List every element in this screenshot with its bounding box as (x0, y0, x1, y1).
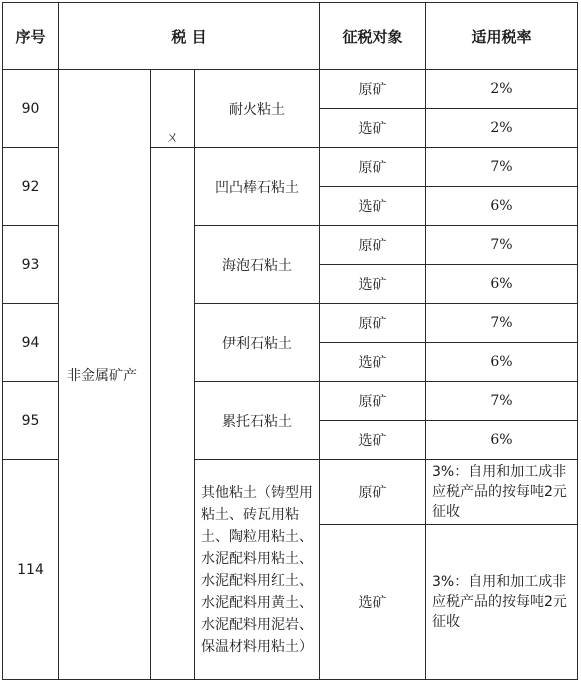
table-row (3, 70, 578, 109)
header-item: 税 目 (59, 3, 320, 70)
rate-cell: 7% (426, 226, 578, 265)
subcategory-mark: ㄨ (151, 70, 195, 148)
rate-cell: 7% (426, 304, 578, 343)
rate-cell: 6% (426, 265, 578, 304)
object-cell: 原矿 (320, 148, 426, 187)
seq-cell: 95 (3, 382, 59, 460)
object-cell: 原矿 (320, 460, 426, 525)
tax-rate-table (2, 2, 578, 680)
object-cell: 选矿 (320, 421, 426, 460)
item-name-cell: 伊利石粘土 (195, 304, 320, 382)
object-cell: 选矿 (320, 265, 426, 304)
object-cell: 选矿 (320, 525, 426, 680)
rate-cell: 3%：自用和加工成非应税产品的按每吨2元征收 (426, 525, 578, 680)
item-name-cell: 耐火粘土 (195, 70, 320, 148)
header-seq: 序号 (3, 3, 59, 70)
seq-cell: 93 (3, 226, 59, 304)
item-name-cell: 凹凸棒石粘土 (195, 148, 320, 226)
category-cell: 非金属矿产 (59, 70, 151, 680)
object-cell: 原矿 (320, 226, 426, 265)
rate-cell: 7% (426, 382, 578, 421)
header-row (3, 3, 578, 70)
item-name-cell: 其他粘土（铸型用粘土、砖瓦用粘土、陶粒用粘土、水泥配料用粘土、水泥配料用红土、水泥配料用黄土、水泥配料用泥岩、保温材料用粘土） (195, 460, 320, 680)
object-cell: 原矿 (320, 304, 426, 343)
item-name-cell: 累托石粘土 (195, 382, 320, 460)
item-name-cell: 海泡石粘土 (195, 226, 320, 304)
object-cell: 选矿 (320, 109, 426, 148)
rate-cell: 2% (426, 70, 578, 109)
rate-cell: 6% (426, 343, 578, 382)
rate-cell: 2% (426, 109, 578, 148)
object-cell: 选矿 (320, 343, 426, 382)
seq-cell: 92 (3, 148, 59, 226)
rate-cell: 6% (426, 421, 578, 460)
rate-cell: 6% (426, 187, 578, 226)
object-cell: 原矿 (320, 382, 426, 421)
object-cell: 原矿 (320, 70, 426, 109)
seq-cell: 114 (3, 460, 59, 680)
rate-cell: 7% (426, 148, 578, 187)
rate-cell: 3%：自用和加工成非应税产品的按每吨2元征收 (426, 460, 578, 525)
seq-cell: 94 (3, 304, 59, 382)
subcategory-cell (151, 148, 195, 680)
header-rate: 适用税率 (426, 3, 578, 70)
header-object: 征税对象 (320, 3, 426, 70)
seq-cell: 90 (3, 70, 59, 148)
object-cell: 选矿 (320, 187, 426, 226)
